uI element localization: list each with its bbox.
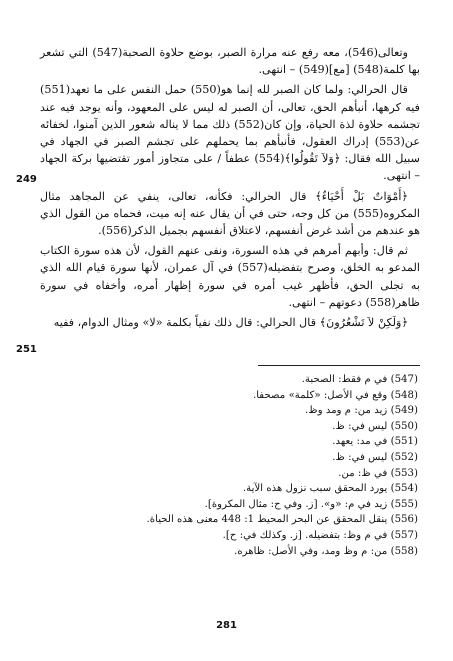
footnote: (558) من: م وظ ومد، وفي الأصل: ظاهره.: [234, 545, 418, 557]
footnote: (556) ينقل المحقق عن البحر المحيط 1: 448 معنى هذه الحياة.: [146, 514, 418, 526]
footnote: (555) زيد في م: «و». [ز. وفي ح: مثال المكروة].: [204, 498, 418, 510]
footnote: (554) يورد المحقق سبب نزول هذه الآية.: [242, 483, 418, 495]
footnote: (549) زيد من: م ومد وظ.: [305, 405, 418, 417]
main-text: [40, 44, 420, 334]
verse-number: 251: [16, 344, 37, 355]
footnote-separator: [258, 365, 420, 366]
paragraph: ﴿أَمْوَاتٌ بَلْ أَحْيَاءٌ﴾ قال الحرالي: فكأنه، تعالى، ينفي عن المجاهد مثال المكروه(555) من كل وجه، حتى في أن يقال عنه إنه ميت، فحماه من القول الذي هو عندهم من أشد غرض أنفسهم، لاعتلاق أنفسهم بجميل الذكر(556).: [40, 189, 420, 238]
footnote: (547) في م فقط: الصحبة.: [301, 374, 418, 385]
page-number: 281: [216, 620, 237, 631]
verse-number: 249: [16, 174, 37, 185]
footnote: (552) ليس في: ظ.: [332, 451, 418, 463]
footnote: (557) في م وظ: بتفضيله. [ز. وكذلك في: ح].: [222, 529, 418, 541]
footnote: (550) ليس في: ظ.: [332, 420, 418, 432]
paragraph: وتعالى(546)، معه رفع عنه مرارة الصبر، بوضع حلاوة الصحبة(547) التي تشعر بها كلمة(548) [مع](549) – انتهى.: [40, 46, 420, 77]
paragraph: ثم قال: وأبهم أمرهم في هذه السورة، ونفى عنهم القول، لأن هذه سورة الكتاب المدعو به الخلق، وصرح بتفضيله(557) في آل عمران، لأنها سورة قيام الله الذي به تجلى الحق، فأظهر غيب أمره في سورة إظهار أمره، وأخفاه في سورة ظاهر(558) دعوتهم – انتهى.: [40, 244, 420, 309]
paragraph: ﴿وَلَكِنْ لاَ تَشْعُرُونَ﴾ قال الحرالي: قال ذلك نفياً بكلمة «لا» ومثال الدوام، ففيه: [53, 316, 408, 330]
paragraph: قال الحرالي: ولما كان الصبر لله إنما هو(550) حمل النفس على ما تعهد(551) فيه كرهها، أنبأهم الحق، تعالى، أن الصبر له ليس على المعهود، وأنه يوجد فيه عند تجشمه حلاوة لذة الحياة، وإن كان(552) ذلك مما لا يناله شعور الذين آمنوا، لخفائه عن(553) إدراك العقول، فأنبأهم بما يحملهم على تجشم الصبر في الجهاد في سبيل الله فقال: ﴿وَلاَ تَقُولُوا﴾(554) عطفاً / على متجاوز أمور تقتضيها بركة الجهاد – انتهى.: [40, 83, 420, 183]
footnote: (551) في مد: يعهد.: [332, 436, 418, 448]
footnote: (548) وقع في الأصل: «كلمة» مصحفا.: [252, 389, 418, 401]
footnote: (553) في ظ: من.: [338, 467, 418, 479]
footnotes: [40, 372, 418, 559]
